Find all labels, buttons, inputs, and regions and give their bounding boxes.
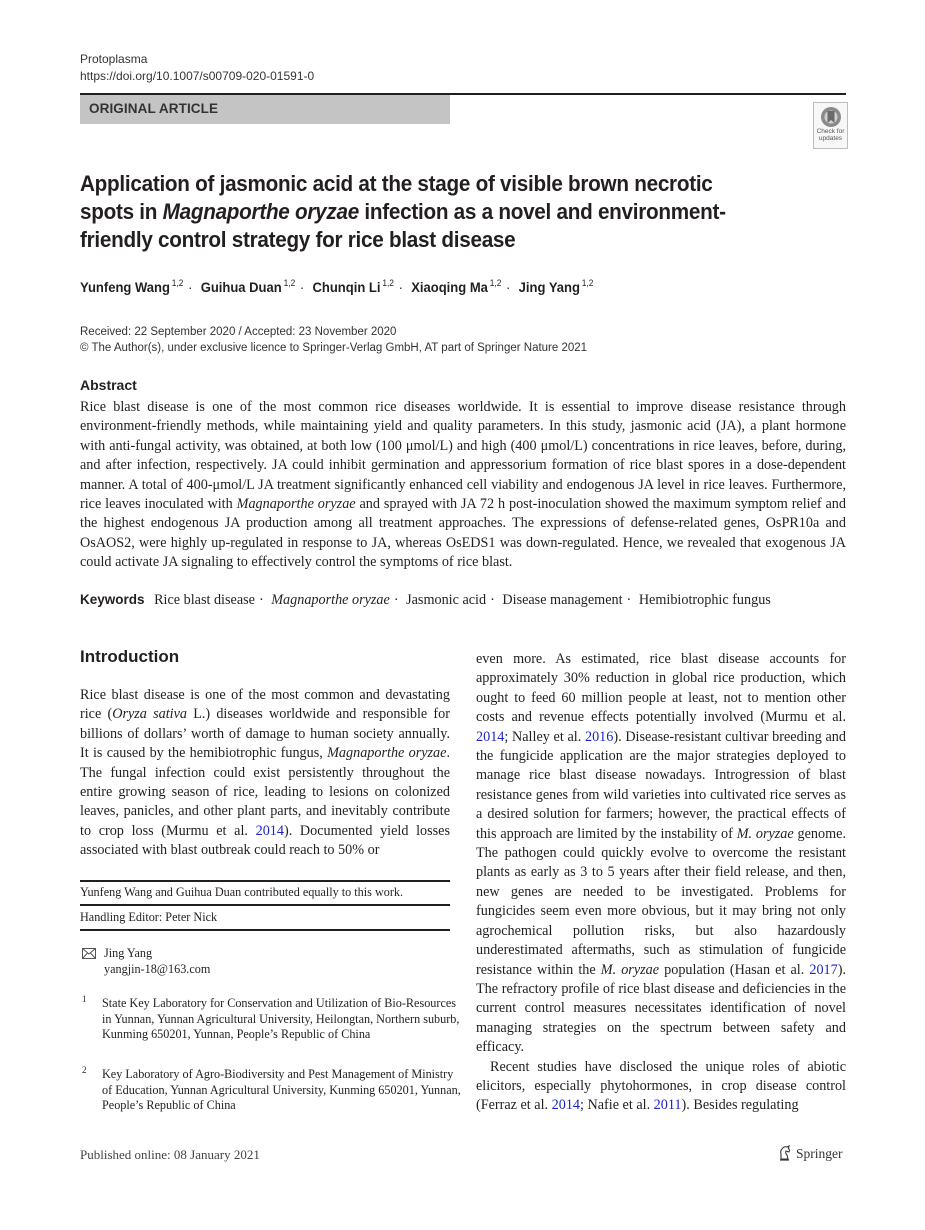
introduction-column-1: Rice blast disease is one of the most common and devastating rice (Oryza sativa L.) diseases worldwide and responsible for billions of dollars’ worth of damage to human society annually. It is caused by the hemibiotrophic fungus, Magnaporthe oryzae. The fungal infection could exist persistently throughout the entire growing season of rice, leading to lesions on colonized leaves, panicles, and other plant parts, and inevitably contribute to crop loss (Murmu et al. 2014). Documented yield losses associated with blast outbreak could reach to 50% or	[80, 687, 451, 859]
author-separator: ·	[299, 279, 305, 295]
citation-link[interactable]: 2014	[255, 822, 284, 839]
title-text-1: Application of jasmonic acid at the stage of visible brown necrotic spots in	[80, 171, 713, 224]
envelope-icon	[82, 948, 96, 959]
author-separator: ·	[188, 279, 193, 295]
introduction-column-2	[476, 650, 846, 1116]
citation-link[interactable]: 2014	[551, 1097, 580, 1114]
check-label-2: updates	[818, 135, 843, 142]
citation-link[interactable]: 2016	[584, 728, 614, 745]
received-accepted-dates: Received: 22 September 2020 / Accepted: 23 November 2020	[80, 326, 397, 338]
crossmark-icon	[820, 106, 842, 128]
copyright-notice: © The Author(s), under exclusive licence to Springer-Verlag GmbH, AT part of Springer Nature 2021	[80, 342, 588, 354]
author[interactable]: Xiaoqing Ma $^{1,2}$	[411, 278, 502, 295]
check-for-updates-button[interactable]	[813, 102, 848, 149]
article-type-label: ORIGINAL ARTICLE	[89, 101, 219, 116]
equal-contribution-note: Yunfeng Wang and Guihua Duan contributed equally to this work.	[80, 885, 404, 899]
author[interactable]: Jing Yang $^{1,2}$	[518, 278, 594, 295]
affiliation: Key Laboratory of Agro-Biodiversity and Pest Management of Ministry of Education, Yunnan Agricultural University, Kunming 650201, Yunnan, People’s Republic of China	[102, 1067, 461, 1113]
article-title	[80, 170, 742, 254]
paragraph: even more. As estimated, rice blast disease accounts for approximately 30% reduction in global rice production, which ought to feed 60 million people at least, not to mention other costs and revenue effects potentially involved (Murmu et al. 2014; Nalley et al. 2016). Disease-resistant cultivar breeding and the fungicide application are the major strategies deployed to manage rice blast disease nowadays. Introgression of blast resistance genes from wild varieties into cultivated rice serves as a desired solution for farmers; however, the practical effects of this approach are limited by the instability of M. oryzae genome. The pathogen could quickly evolve to overcome the resistant plants as early as 3 to 5 years after their field release, and then, new genes are needed to be investigated. Problems for fungicides seem even more obvious, but it may bring not only agrochemical pollution risks, but also hazardously underestimated aftermaths, such as stimulation of fungicide resistance within the M. oryzae population (Hasan et al. 2017). The refractory profile of rice blast disease and deficiencies in the current control measures necessitates identification of novel managing strategies on the spectrum between safety and efficacy.	[476, 651, 846, 1056]
article-type-badge	[80, 95, 450, 124]
publisher-name: Springer	[796, 1146, 843, 1161]
footnote-rule	[80, 904, 450, 906]
doi-link[interactable]: https://doi.org/10.1007/s00709-020-01591-0	[80, 69, 315, 83]
handling-editor-note: Handling Editor: Peter Nick	[80, 910, 218, 924]
author-separator: ·	[506, 279, 511, 295]
abstract-body: Rice blast disease is one of the most common rice diseases worldwide. It is essential to improve disease resistance through environment-friendly methods, while maintaining yield and quality parameters. In this study, jasmonic acid (JA), a plant hormone with anti-fungal activity, was obtained, at both low (100 μmol/L) and high (400 μmol/L) concentrations in rice leaves, before, during, and after infection, respectively. JA could inhibit germination and appressorium formation of rice blast spores in a dose-dependent manner. A total of 400-μmol/L JA treatment significantly enhanced cell viability and endogenous JA level in rice leaves. Furthermore, rice leaves inoculated with Magnaporthe oryzae and sprayed with JA 72 h post-inoculation showed the maximum symptom relief and the highest endogenous JA production among all treatment approaches. The expressions of defense-related genes, OsPR10a and OsAOS2, were highly up-regulated in response to JA, whereas OsEDS1 was down-regulated. Hence, we revealed that exogenous JA could activate JA signaling to effectively control the symptoms of rice blast.	[80, 399, 846, 571]
title-text-2: infection as a novel and environment-friendly control strategy for rice blast disease	[80, 199, 726, 252]
author[interactable]: Guihua Duan $^{1,2}$	[200, 278, 296, 295]
springer-horse-icon	[778, 1145, 792, 1161]
introduction-heading: Introduction	[80, 647, 180, 666]
citation-link[interactable]: 2017	[809, 961, 838, 978]
check-label-1: Check for	[816, 128, 845, 135]
author[interactable]: Yunfeng Wang $^{1,2}$	[80, 278, 184, 295]
keywords: Keywords Rice blast disease · Magnaporthe oryzae · Jasmonic acid · Disease management · Hemibiotrophic fungus	[80, 592, 771, 608]
affiliation-number: 2	[82, 1065, 87, 1075]
footnote-rule	[80, 929, 450, 931]
keyword[interactable]: Hemibiotrophic fungus	[638, 592, 771, 608]
keywords-label: Keywords	[80, 592, 145, 607]
keyword[interactable]: Rice blast disease	[154, 592, 255, 608]
paragraph: Recent studies have disclosed the unique roles of abiotic elicitors, especially phytohormones, in crop disease control (Ferraz et al. 2014; Nafie et al. 2011). Besides regulating	[476, 1058, 846, 1114]
published-online-date: Published online: 08 January 2021	[80, 1147, 260, 1162]
citation-link[interactable]: 2014	[476, 728, 505, 745]
keyword[interactable]: Disease management	[502, 592, 623, 608]
abstract-heading: Abstract	[80, 377, 137, 393]
footnote-rule	[80, 880, 450, 882]
title-species: Magnaporthe oryzae	[162, 199, 359, 224]
keyword[interactable]: Jasmonic acid	[406, 592, 487, 608]
corresponding-name: Jing Yang	[104, 946, 153, 960]
keyword[interactable]: Magnaporthe oryzae	[271, 592, 390, 608]
journal-name: Protoplasma	[80, 52, 148, 66]
affiliation: State Key Laboratory for Conservation and Utilization of Bio-Resources in Yunnan, Yunnan Agricultural University, Heilongtan, Northern suburb, Kunming 650201, Yunnan, People’s Republic of China	[102, 996, 460, 1042]
author[interactable]: Chunqin Li $^{1,2}$	[312, 278, 394, 295]
corresponding-email[interactable]: yangjin-18@163.com	[104, 961, 211, 976]
publisher-logo[interactable]	[778, 1145, 843, 1166]
author-list	[80, 278, 593, 295]
author-separator: ·	[398, 279, 403, 295]
corresponding-author	[104, 946, 210, 977]
citation-link[interactable]: 2011	[653, 1097, 682, 1114]
affiliation-number: 1	[82, 994, 87, 1004]
